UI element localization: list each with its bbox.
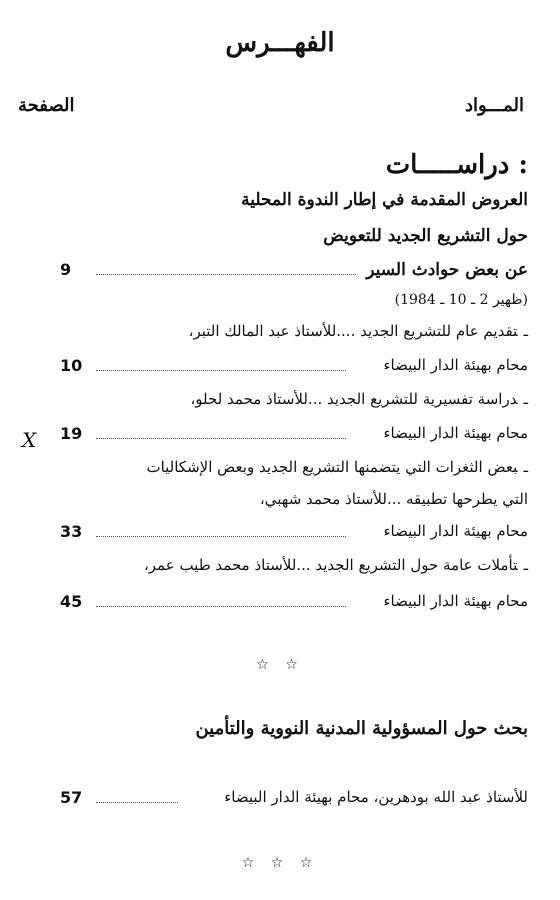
entry-title: دراسة تفسيرية للتشريع الجديد ...للأستاذ محمد لحلو، [190,390,518,408]
entry-affiliation: محام بهيئة الدار البيضاء [383,522,528,540]
toc-entry [0,424,560,450]
toc-entry-line [190,390,528,408]
toc-entry-line [189,322,528,340]
column-header-materials: المـــواد [464,95,524,116]
entry-affiliation: محام بهيئة الدار البيضاء [383,592,528,610]
section-heading-studies: دراســـــات : [385,150,528,180]
bullet-dash: ـ [523,458,528,476]
entry-affiliation: محام بهيئة الدار البيضاء [383,356,528,374]
entry-author: للأستاذ عبد الله بودهرين، محام بهيئة الدار البيضاء [224,788,528,806]
sub-heading-1: العروض المقدمة في إطار الندوة المحلية [241,190,528,210]
leader-dots [96,370,346,371]
toc-entry [0,788,560,814]
leader-dots [96,536,346,537]
toc-entry-line-continued: التي يطرحها تطبيقه ...للأستاذ محمد شهبي، [259,490,528,508]
handwritten-margin-mark: X [22,428,37,452]
section-heading-nuclear: بحث حول المسؤولية المدنية النووية والتأمين [195,718,528,739]
page-number: 9 [60,260,72,279]
leader-dots [96,274,356,275]
leader-dots [96,802,178,803]
leader-dots [96,606,346,607]
toc-entry-line [146,458,528,476]
sub-heading-2: حول التشريع الجديد للتعويض [323,226,528,246]
page-number: 57 [60,788,83,807]
section-divider-stars: ☆ ☆ [256,657,304,673]
toc-entry [0,592,560,618]
toc-entry [0,356,560,382]
section-divider-stars: ☆ ☆ ☆ [241,855,319,871]
page-title: الفهـــرس [225,28,335,58]
bullet-dash: ـ [523,322,528,340]
sub-heading-3: عن بعض حوادث السير [366,260,528,280]
page-number: 19 [60,424,83,443]
page-number: 45 [60,592,83,611]
column-header-page: الصفحة [18,95,75,116]
entry-title: تقديم عام للتشريع الجديد ....للأستاذ عبد المالك التبر، [188,322,518,340]
entry-title: تأملات عامة حول التشريع الجديد ...للأستاذ محمد طيب عمر، [143,556,518,574]
page-number: 10 [60,356,83,375]
toc-entry [0,522,560,548]
toc-entry-line [144,556,528,574]
entry-title: بعض الثغرات التي يتضمنها التشريع الجديد وبعض الإشكاليات [146,458,518,476]
page-number: 33 [60,522,83,541]
entry-affiliation: محام بهيئة الدار البيضاء [383,424,528,442]
leader-dots [96,438,346,439]
toc-entry [0,260,560,286]
dahir-date: (ظهير 2 ـ 10 ـ 1984) [394,292,528,308]
bullet-dash: ـ [523,556,528,574]
bullet-dash: ـ [523,390,528,408]
